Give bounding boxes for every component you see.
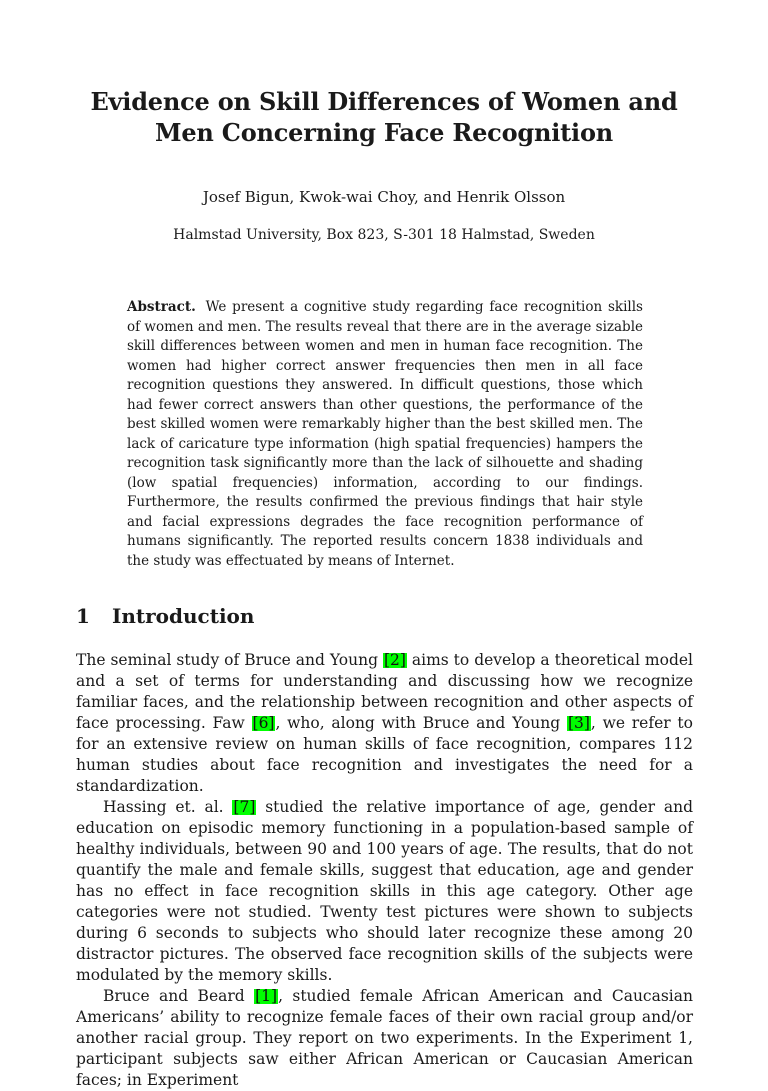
title-line-2: Men Concerning Face Recognition (154, 118, 614, 147)
paragraph-3 (76, 986, 693, 1091)
text-run: studied the relative importance of age, gender and education on episodic memory functioning in a population-based sample of healthy individuals, between 90 and 100 years of age. The results, that do not quantify the male and female skills, suggest that education, age and gender has no effect in face recognition skills in this age category. Other age categories were not studied. Twenty test pictures were shown to subjects during 6 seconds to subjects who should later recognize these among 20 distractor pictures. The observed face recognition skills of the subjects were modulated by the memory skills. (76, 798, 693, 984)
affiliation: Halmstad University, Box 823, S-301 18 Halmstad, Sweden (173, 227, 595, 243)
text-run: , who, along with Bruce and Young (275, 714, 567, 732)
text-run: Hassing et. al. (103, 798, 233, 816)
title-line-1: Evidence on Skill Differences of Women and (90, 87, 678, 116)
text-run: Bruce and Beard (103, 987, 255, 1005)
paragraph-2 (76, 797, 693, 986)
paragraph-1 (76, 650, 693, 797)
citation-link[interactable]: [3] (567, 714, 590, 732)
section-number: 1 (76, 604, 90, 628)
author-list: Josef Bigun, Kwok-wai Choy, and Henrik Olsson (202, 188, 566, 206)
body-text (76, 650, 693, 1091)
section-heading-introduction (76, 604, 254, 628)
abstract-text: We present a cognitive study regarding face recognition skills of women and men. The results reveal that there are in the average sizable skill differences between women and men in human face recognition. The women had higher correct answer frequencies then men in all face recognition questions they answered. In difficult questions, those which had fewer correct answers than other questions, the performance of the best skilled women were remarkably higher than the best skilled men. The lack of caricature type information (high spatial frequencies) hampers the recognition task significantly more than the lack of silhouette and shading (low spatial frequencies) information, according to our findings. Furthermore, the results confirmed the previous findings that hair style and facial expressions degrades the face recognition performance of humans significantly. The reported results concern 1838 individuals and the study was effectuated by means of Internet. (127, 299, 643, 569)
citation-link[interactable]: [2] (383, 651, 406, 669)
text-run: , studied female African American and Caucasian Americans’ ability to recognize female faces of their own racial group and/or another racial group. They report on two experiments. In the Experiment 1, participant subjects saw either African American or Caucasian American faces; in Experiment (76, 987, 693, 1089)
text-run: , we refer to for an extensive review on human skills of face recognition, compares 112 human studies about face recognition and investigates the need for a standardization. (76, 714, 693, 795)
abstract (127, 298, 643, 571)
text-run: aims to develop a theoretical model and a set of terms for understanding and discussing how we recognize familiar faces, and the relationship between recognition and other aspects of face processing. Faw (76, 651, 693, 732)
citation-link[interactable]: [7] (233, 798, 256, 816)
text-run: The seminal study of Bruce and Young (76, 651, 383, 669)
citation-link[interactable]: [1] (255, 987, 278, 1005)
citation-link[interactable]: [6] (252, 714, 275, 732)
section-title: Introduction (112, 604, 255, 628)
paper-title (60, 86, 708, 148)
abstract-label: Abstract. (127, 299, 196, 315)
